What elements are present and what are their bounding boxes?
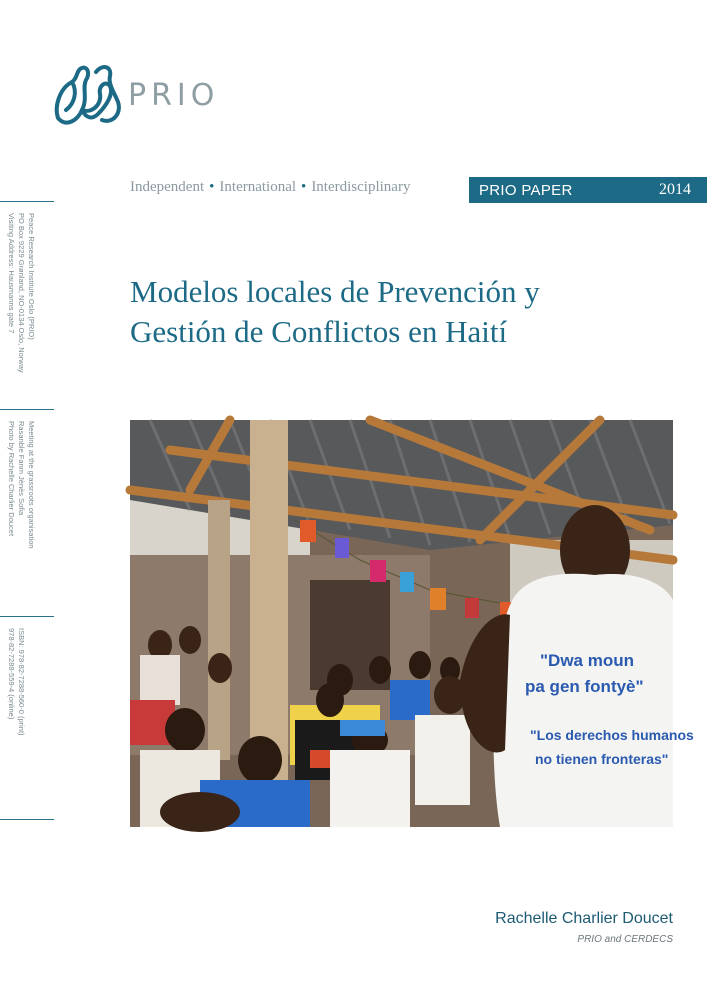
cover-photo <box>130 420 694 827</box>
side-photo-caption: Meeting at the grassroots organisation Rasanble Fanm Jènès Sofia Photo by Rachelle Charlier Doucet <box>7 421 36 549</box>
side-isbn: ISBN: 978-82-7288-560-0 (print) 978-82-7288-559-4 (online) <box>7 628 26 736</box>
shirt-text-line4: no tienen fronteras" <box>535 751 669 767</box>
side-address: Peace Research Institute Oslo (PRIO) PO Box 9229 Grønland, NO-0134 Oslo, Norway Visiting Address: Hausmanns gate 7 <box>7 213 36 373</box>
shirt-text-line3: "Los derechos humanos <box>530 727 694 743</box>
tagline: Independent • International • Interdisciplinary <box>130 179 411 195</box>
prio-logo-text: PRIO <box>128 78 220 113</box>
side-divider <box>0 201 54 202</box>
side-divider <box>0 616 54 617</box>
page-title: Modelos locales de Prevención y Gestión de Conflictos en Haití <box>130 274 540 349</box>
side-divider <box>0 819 54 820</box>
author-affiliation: PRIO and CERDECS <box>577 934 673 945</box>
series-label: PRIO PAPER <box>479 181 573 199</box>
side-divider <box>0 409 54 410</box>
shirt-text-line1: "Dwa moun <box>540 651 635 670</box>
author-name: Rachelle Charlier Doucet <box>495 910 673 927</box>
shirt-text-line2: pa gen fontyè" <box>525 677 644 696</box>
series-bar <box>469 177 707 203</box>
series-year: 2014 <box>659 181 691 198</box>
